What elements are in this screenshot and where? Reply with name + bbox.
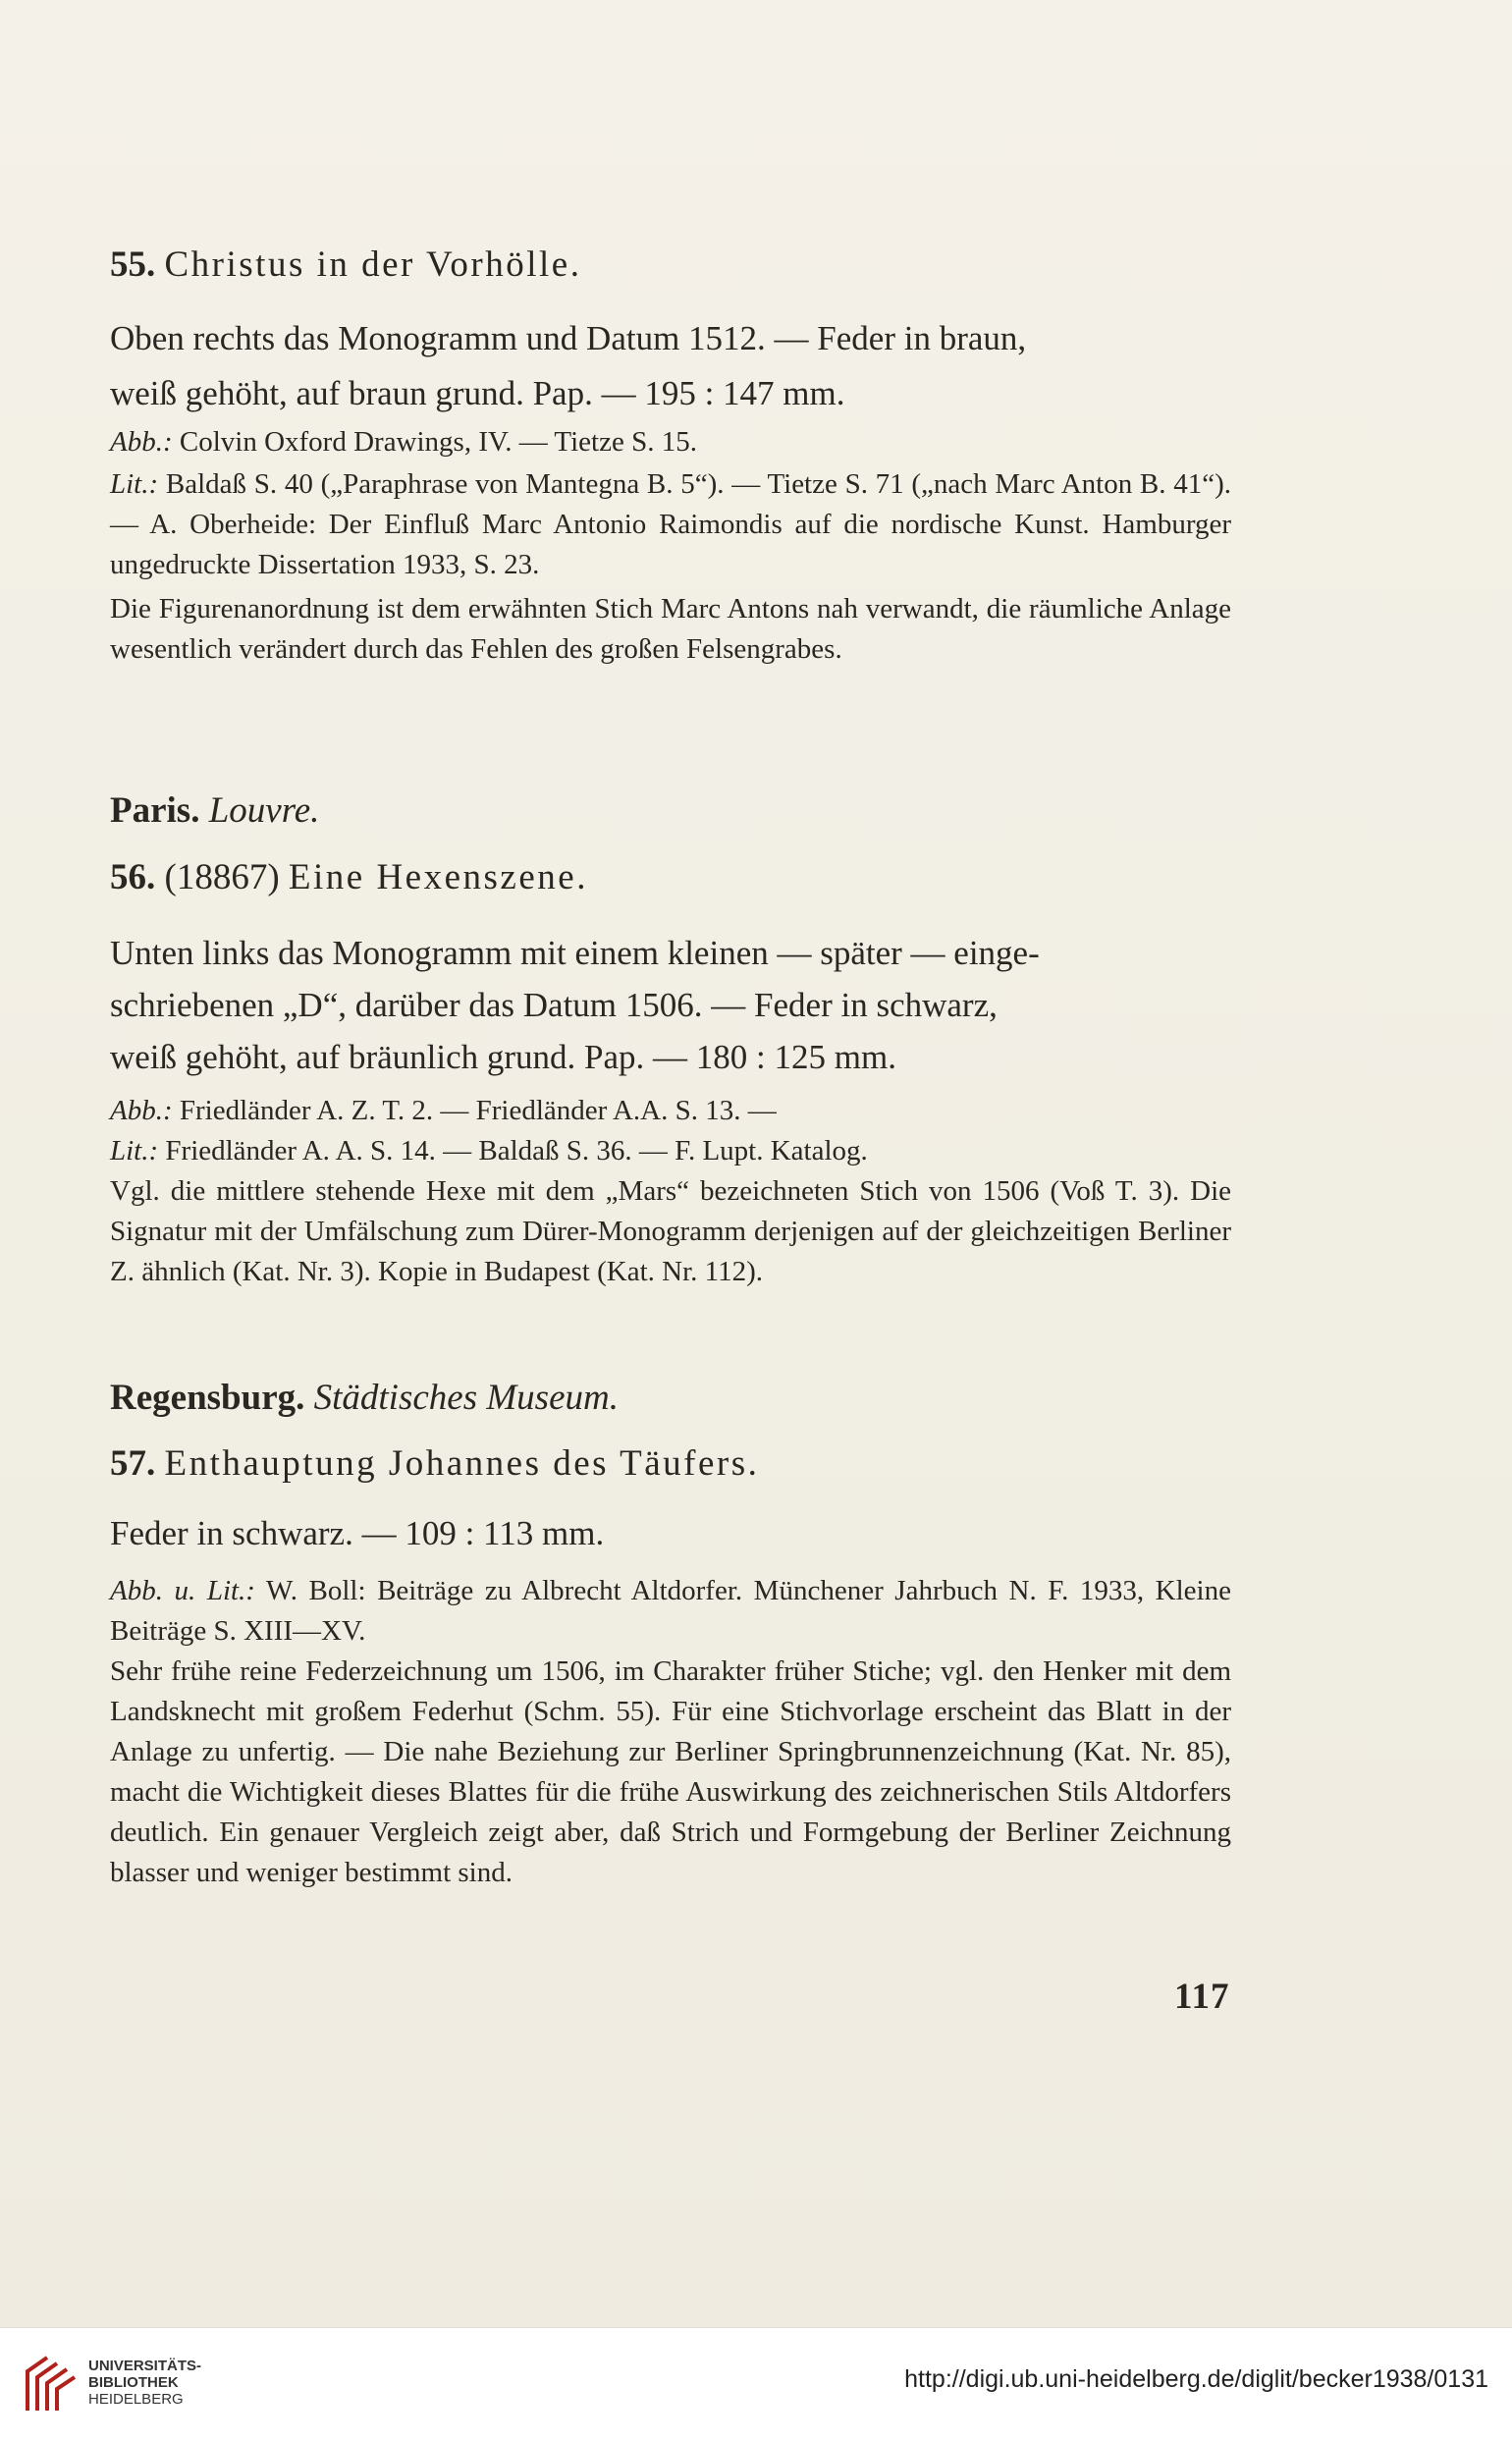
entry-heading: Enthauptung Johannes des Täufers. (164, 1443, 760, 1484)
library-name-line: UNIVERSITÄTS- (88, 2358, 202, 2374)
literature-reference (110, 464, 1231, 585)
catalog-entry-55 (110, 242, 1231, 670)
entry-title (110, 854, 1231, 901)
museum-name: Städtisches Museum. (313, 1378, 619, 1418)
entry-heading: Christus in der Vorhölle. (164, 244, 582, 285)
description-line: Unten links das Monogramm mit einem kleinen — später — einge- (110, 934, 1040, 972)
digitization-footer (0, 2327, 1512, 2441)
description-line: weiß gehöht, auf braun grund. Pap. — 195 : 147 mm. (110, 374, 845, 412)
entry-heading: Eine Hexenszene. (288, 857, 588, 897)
location-heading-paris (110, 787, 1231, 835)
entry-commentary: Vgl. die mittlere stehende Hexe mit dem „Mars“ bezeichneten Stich von 1506 (Voß T. 3). Die Signatur mit der Umfälschung zum Dürer-Monogramm derjenigen auf der gleichzeitigen Berliner Z. ähnlich (Kat. Nr. 3). Kopie in Budapest (Kat. Nr. 112). (110, 1175, 1231, 1287)
entry-number: 56. (110, 857, 156, 897)
library-logo-icon (18, 2350, 81, 2418)
city-name: Paris. (110, 790, 200, 831)
lit-text: Baldaß S. 40 („Paraphrase von Mantegna B. 5“). — Tietze S. 71 („nach Marc Anton B. 41“). — A. Oberheide: Der Einfluß Marc Antonio Raimondis auf die nordische Kunst. Hamburger ungedruckte Dissertation 1933, S. 23. (110, 468, 1232, 580)
catalog-entry-56 (110, 854, 1231, 1292)
abb-label: Abb.: (110, 426, 173, 458)
library-name (88, 2358, 201, 2408)
illustration-reference (110, 1091, 1231, 1131)
description-line: schriebenen „D“, darüber das Datum 1506. — Feder in schwarz, (110, 986, 998, 1024)
entry-number: 57. (110, 1443, 156, 1484)
inventory-number: (18867) (164, 857, 280, 897)
illustration-literature-reference (110, 1571, 1231, 1652)
entry-commentary: Die Figurenanordnung ist dem erwähnten Stich Marc Antons nah verwandt, die räumliche Anlage wesentlich verändert durch das Fehlen des großen Felsengrabes. (110, 593, 1231, 665)
page-number: 117 (1174, 1977, 1230, 2017)
entry-title (110, 1440, 1231, 1488)
entry-commentary: Sehr frühe reine Federzeichnung um 1506, im Charakter früher Stiche; vgl. den Henker mit dem Landsknecht mit großem Federhut (Schm. 55). Für eine Stichvorlage erscheint das Blatt in der Anlage zu unfertig. — Die nahe Beziehung zur Berliner Springbrunnenzeichnung (Kat. Nr. 85), macht die Wichtigkeit dieses Blattes für die frühe Auswirkung des zeichnerischen Stils Altdorfers deutlich. Ein genauer Vergleich zeigt aber, daß Strich und Formgebung der Berliner Zeichnung blasser und weniger bestimmt sind. (110, 1655, 1231, 1888)
entry-number: 55. (110, 244, 156, 285)
lit-label: Lit.: (110, 468, 159, 500)
abb-label: Abb. u. Lit.: (110, 1575, 255, 1606)
location-heading-regensburg (110, 1375, 1231, 1422)
literature-reference (110, 1131, 1231, 1171)
entry-title (110, 242, 1231, 289)
library-name-line: BIBLIOTHEK (88, 2374, 179, 2391)
source-url-link[interactable]: http://digi.ub.uni-heidelberg.de/diglit/becker1938/0131 (904, 2365, 1488, 2393)
abb-text: Friedländer A. Z. T. 2. — Friedländer A.A. S. 13. — (179, 1095, 777, 1126)
city-name: Regensburg. (110, 1378, 305, 1418)
lit-label: Lit.: (110, 1135, 159, 1166)
abb-label: Abb.: (110, 1095, 173, 1126)
abb-text: Colvin Oxford Drawings, IV. — Tietze S. 15. (179, 426, 697, 458)
description-line: weiß gehöht, auf bräunlich grund. Pap. — 180 : 125 mm. (110, 1038, 896, 1076)
catalog-entry-57 (110, 1440, 1231, 1893)
abb-text: W. Boll: Beiträge zu Albrecht Altdorfer. Münchener Jahrbuch N. F. 1933, Kleine Beiträge S. XIII—XV. (110, 1575, 1231, 1647)
museum-name: Louvre. (208, 790, 320, 831)
illustration-reference (110, 422, 1231, 462)
description-line: Oben rechts das Monogramm und Datum 1512. — Feder in braun, (110, 319, 1027, 357)
description-line: Feder in schwarz. — 109 : 113 mm. (110, 1514, 605, 1552)
lit-text: Friedländer A. A. S. 14. — Baldaß S. 36. — F. Lupt. Katalog. (165, 1135, 868, 1166)
library-name-line: HEIDELBERG (88, 2391, 184, 2408)
